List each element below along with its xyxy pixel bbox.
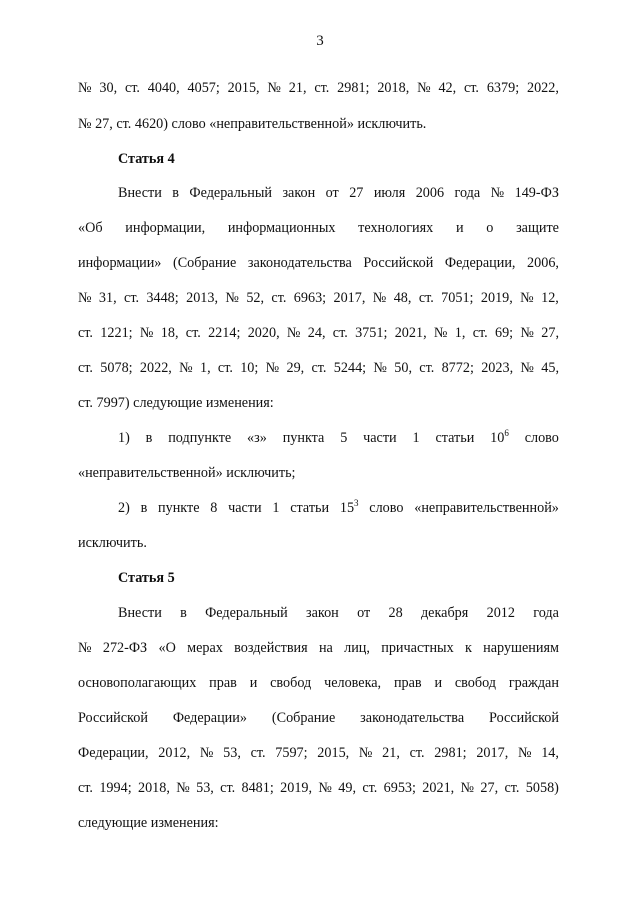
word: 2018, [137,780,170,796]
text-line: следующие изменения: [78,815,219,831]
word: 1, [199,360,211,376]
word: 49, [338,780,356,796]
word: 8481; [241,780,274,796]
word: № [78,290,92,306]
word: ст. [78,325,93,341]
word: № [372,290,387,306]
word: 14, [541,745,559,761]
word: ст. [220,780,236,796]
word: закон [306,605,339,621]
word: ст. [217,360,233,376]
word: 272-ФЗ [102,640,148,656]
word: декабря [420,605,469,621]
text-line [118,183,559,203]
word: 149-ФЗ [514,185,559,201]
word: 2015, [227,80,260,96]
word: свобод [270,675,312,691]
word: 5078; [100,360,133,376]
word: 30, [99,80,118,96]
word: ст. [311,360,327,376]
word: Федерации» [172,710,247,726]
word: № [176,780,190,796]
text-line: 2) в пункте 8 части 1 статьи $15^3$ слово «неправительственной» [118,498,559,516]
text-line: исключить. [78,535,147,551]
word: ст. [78,780,93,796]
article-ref: $15^3$ [339,498,359,516]
text-line: 1) в подпункте «з» пункта 5 части 1 статьи $10^6$ слово [118,428,559,446]
word: № [267,80,281,96]
word: 5244; [333,360,367,376]
word: 1221; [100,325,133,341]
word: ст. [409,745,425,761]
word: 2012, [158,745,191,761]
text-line [78,743,559,763]
word: 7051; [441,290,474,306]
word: ст. [124,80,140,96]
text-line [78,78,559,98]
word: 2023, [481,360,514,376]
word: 2015, [317,745,350,761]
word: граждан [508,675,559,691]
word: № [318,780,332,796]
word: мерах [187,640,223,656]
word: основополагающих [78,675,197,691]
word: ст. [464,80,479,96]
word: 2006 [415,185,445,201]
word: 7597; [275,745,308,761]
text-line [78,358,559,378]
word: в [172,185,179,201]
word: 53, [223,745,241,761]
word: 8772; [441,360,474,376]
word: 29, [286,360,305,376]
word: (Собрание [172,255,237,271]
word: ст. [504,780,520,796]
word: Федерации, [444,255,516,271]
word: 3751; [355,325,388,341]
word: 2006, [527,255,559,271]
word: Российской [78,710,148,726]
text-line [118,603,559,623]
word: 69; [494,325,514,341]
word: № [78,80,92,96]
word: № [199,745,214,761]
word: 2981; [337,80,370,96]
word: ст. [250,745,266,761]
article-4-heading: Статья 4 [118,151,175,167]
word: № [517,745,532,761]
word: Российской [489,710,559,726]
word: № [139,325,154,341]
word: в [180,605,187,621]
word: 21, [288,80,307,96]
text-line [78,638,559,658]
word: 2012 [486,605,515,621]
word: на [318,640,333,656]
word: № [225,290,239,306]
word: 5058) [525,780,559,796]
word: 10; [240,360,259,376]
word: ст. [271,290,287,306]
text-line: ст. 7997) следующие изменения: [78,395,274,411]
word: 2022, [139,360,172,376]
article-5-heading: Статья 5 [118,570,175,586]
word: № [490,185,505,201]
word: 45, [541,360,559,376]
word: № [520,290,534,306]
word: 2021, [394,325,427,341]
word: ст. [472,325,488,341]
word: № [417,80,431,96]
word: 42, [438,80,457,96]
word: 21, [382,745,400,761]
word: года [454,185,481,201]
word: 2013, [186,290,219,306]
word: прав [393,675,422,691]
word: 2214; [208,325,241,341]
word: № [78,640,92,656]
word: информации» [78,255,162,271]
word: 27, [541,325,559,341]
word: 1994; [99,780,132,796]
word: 2018, [377,80,410,96]
word: года [533,605,559,621]
word: информационных [227,220,336,236]
text-line [78,778,559,798]
word: 6379; [486,80,520,96]
word: Российской [363,255,434,271]
word: № [373,360,387,376]
word: июля [373,185,406,201]
word: ст. [332,325,348,341]
word: № [433,325,448,341]
word: 6953; [383,780,416,796]
word: и [249,675,258,691]
word: закон [282,185,316,201]
text-line [78,218,559,238]
word: 28 [388,605,403,621]
text-line [78,323,559,343]
word: 2017, [476,745,509,761]
word: от [357,605,371,621]
word: о [486,220,494,236]
word: воздействия [234,640,308,656]
word: № [179,360,193,376]
word: ст. [419,360,435,376]
word: законодательства [360,710,465,726]
word: нарушениям [483,640,559,656]
word: ст. [124,290,140,306]
word: «О [158,640,176,656]
word: 50, [394,360,412,376]
word: причастных [381,640,454,656]
text-line: «неправительственной» исключить; [78,465,296,481]
word: 2019, [480,290,513,306]
word: от [325,185,339,201]
word: человека, [324,675,382,691]
word: и [434,675,443,691]
text-line [78,708,559,728]
word: к [464,640,472,656]
word: 2017, [333,290,366,306]
word: 53, [196,780,214,796]
word: ст. [362,780,378,796]
word: 6963; [293,290,327,306]
word: ст. [78,360,93,376]
word: лиц, [344,640,370,656]
word: № [286,325,301,341]
word: (Собрание [271,710,336,726]
word: 18, [160,325,179,341]
word: 2022, [526,80,559,96]
word: 1, [454,325,466,341]
word: 27, [480,780,499,796]
word: прав [209,675,237,691]
word: «Об [78,220,103,236]
page-number: 3 [316,33,324,49]
word: 4040, [147,80,180,96]
word: 24, [307,325,326,341]
word: Внести [118,185,162,201]
word: ст. [185,325,201,341]
word: 3448; [146,290,179,306]
text-line [78,253,559,273]
word: 2021, [422,780,455,796]
text-line [78,288,559,308]
word: № [460,780,475,796]
word: № [265,360,280,376]
word: ст. [418,290,434,306]
text-line [78,673,559,693]
word: законодательства [247,255,352,271]
word: и [455,220,464,236]
word: 4057; [187,80,220,96]
word: технологиях [358,220,434,236]
word: № [358,745,373,761]
article-ref: $10^6$ [490,428,509,446]
word: информации, [125,220,206,236]
word: 31, [98,290,117,306]
word: № [520,325,534,341]
word: 2981; [434,745,467,761]
word: 12, [541,290,559,306]
word: Внести [118,605,162,621]
word: Федеральный [205,605,288,621]
text-line: № 27, ст. 4620) слово «неправительственной» исключить. [78,116,427,132]
word: 2020, [247,325,280,341]
word: 2019, [280,780,313,796]
word: Федерации, [78,745,149,761]
word: № [520,360,534,376]
word: 52, [246,290,265,306]
word: Федеральный [189,185,272,201]
word: ст. [314,80,330,96]
word: 27 [349,185,364,201]
word: 48, [393,290,412,306]
word: свобод [454,675,496,691]
word: защите [516,220,559,236]
